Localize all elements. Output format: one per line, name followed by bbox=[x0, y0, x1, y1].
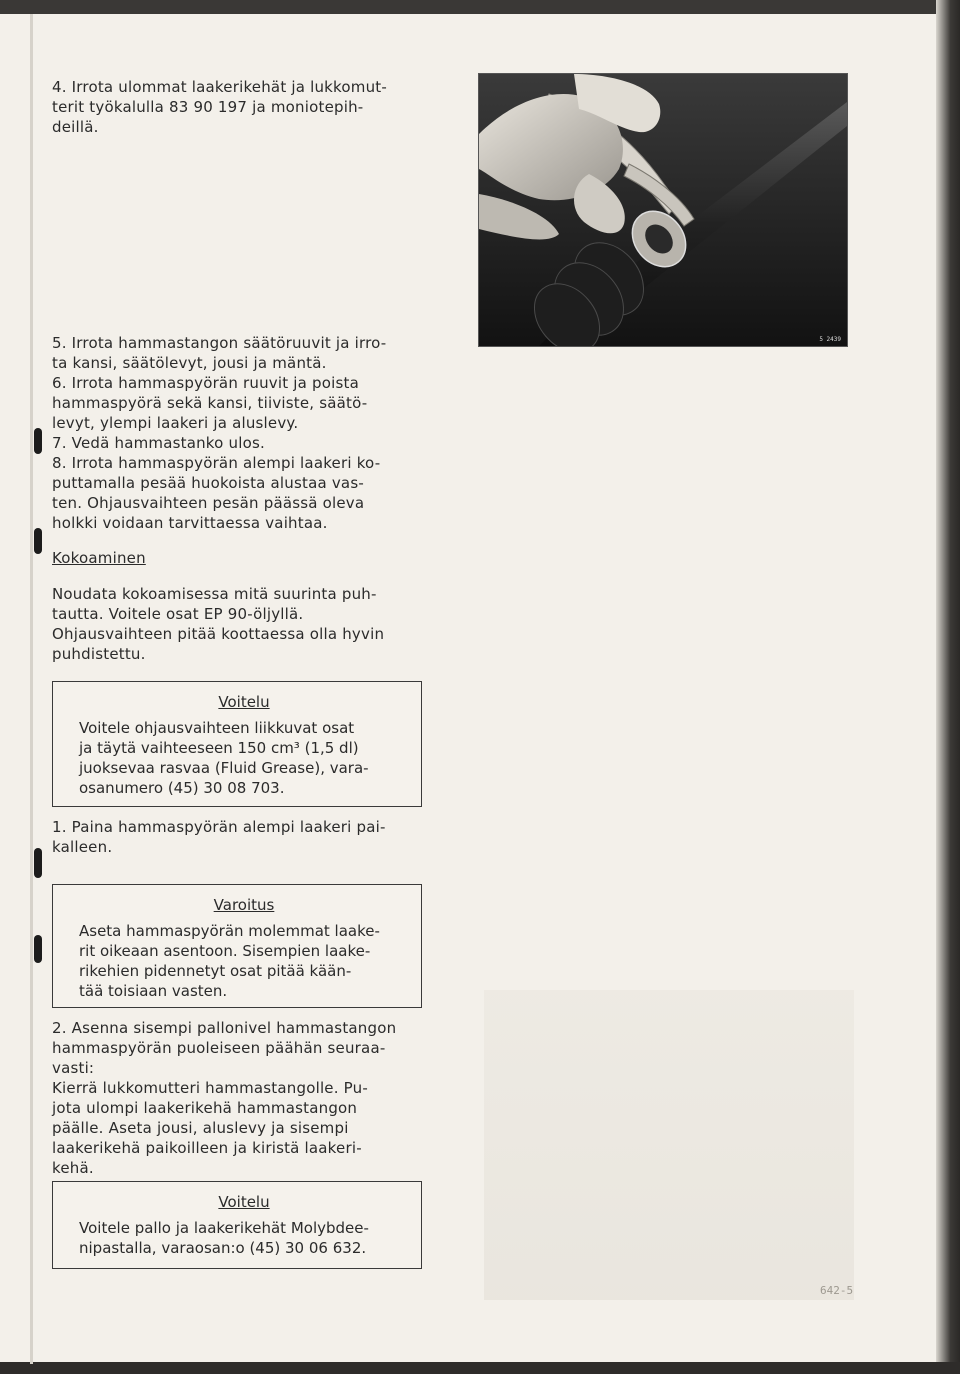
assembly-heading: Kokoaminen bbox=[52, 549, 146, 567]
steps-5-8-text: 5. Irrota hammastangon säätöruuvit ja irro- ta kansi, säätölevyt, jousi ja mäntä. 6. Irrota hammaspyörän ruuvit ja poista hammaspyörä sekä kansi, tiiviste, säätö- levyt, ylempi laakeri ja aluslevy. 7. Vedä hammastanko ulos. 8. Irrota hammaspyörän alempi laakeri ko- puttamalla pesää huokoista alustaa vas- ten. Ohjausvaihteen pesän päässä oleva holkki voidaan tarvittaessa vaihtaa. bbox=[52, 334, 387, 532]
steps-5-8 bbox=[52, 333, 432, 533]
binder-hole-mark bbox=[34, 428, 42, 454]
ghost-reverse-image bbox=[484, 990, 854, 1300]
step-4 bbox=[52, 77, 432, 137]
tool-photo-illustration bbox=[479, 74, 847, 346]
page-left-edge bbox=[30, 14, 33, 1364]
warning-box-text: Aseta hammaspyörän molemmat laake- rit oikeaan asentoon. Sisempien laake- rikehien pidennetyt osat pitää kään- tää toisiaan vasten. bbox=[79, 922, 380, 1000]
lubrication-box-1 bbox=[52, 681, 422, 807]
scan-edge-top bbox=[0, 0, 960, 14]
lubrication-box-1-text: Voitele ohjausvaihteen liikkuvat osat ja täytä vaihteeseen 150 cm³ (1,5 dl) juoksevaa rasvaa (Fluid Grease), vara- osanumero (45) 30 08 703. bbox=[79, 719, 369, 797]
page-number: 642-5 bbox=[820, 1284, 854, 1297]
scan-edge-bottom bbox=[0, 1362, 960, 1374]
lubrication-box-2-title: Voitelu bbox=[218, 1193, 270, 1211]
lubrication-box-1-title: Voitelu bbox=[218, 693, 270, 711]
lubrication-box-2 bbox=[52, 1181, 422, 1269]
step-1-text: 1. Paina hammaspyörän alempi laakeri pai- kalleen. bbox=[52, 818, 386, 856]
binder-hole-mark bbox=[34, 848, 42, 878]
step-4-text: 4. Irrota ulommat laakerikehät ja lukkomut- terit työkalulla 83 90 197 ja moniotepih- deillä. bbox=[52, 78, 388, 136]
step-2 bbox=[52, 1018, 432, 1178]
assembly-intro: Noudata kokoamisessa mitä suurinta puh- tautta. Voitele osat EP 90-öljyllä. Ohjausvaihteen pitää koottaessa olla hyvin puhdistettu. bbox=[52, 585, 385, 663]
scan-edge-right bbox=[936, 0, 960, 1374]
photo-reference-number: 5 2439 bbox=[819, 336, 841, 343]
assembly-section bbox=[52, 548, 432, 664]
step-2-text: 2. Asenna sisempi pallonivel hammastangon hammaspyörän puoleiseen päähän seuraa- vasti: Kierrä lukkomutteri hammastangolle. Pu- jota ulompi laakerikehä hammastangon päälle. Aseta jousi, aluslevy ja sisempi laakerikehä paikoilleen ja kiristä laakeri- kehä. bbox=[52, 1019, 397, 1177]
warning-box bbox=[52, 884, 422, 1008]
warning-box-title: Varoitus bbox=[213, 896, 275, 914]
binder-hole-mark bbox=[34, 935, 42, 963]
lubrication-box-2-text: Voitele pallo ja laakerikehät Molybdee- nipastalla, varaosan:o (45) 30 06 632. bbox=[79, 1219, 369, 1257]
step-1 bbox=[52, 817, 432, 857]
tool-photo bbox=[478, 73, 848, 347]
binder-hole-mark bbox=[34, 528, 42, 554]
